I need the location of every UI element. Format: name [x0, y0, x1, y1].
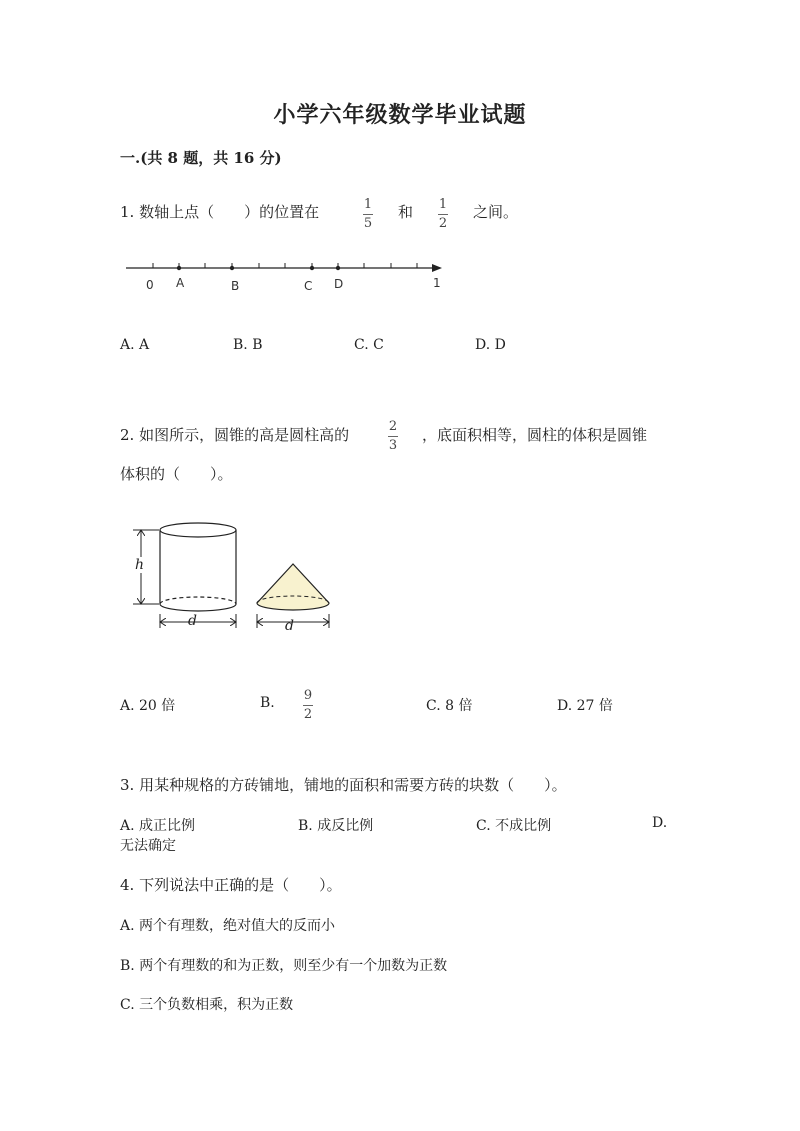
fraction-denominator: 3: [388, 438, 398, 453]
q1-option-d[interactable]: D. D: [475, 337, 506, 353]
question-4-text: 4. 下列说法中正确的是（ ）。: [120, 876, 342, 894]
q2-option-b[interactable]: B.: [260, 695, 275, 711]
fraction-denominator: 5: [363, 216, 373, 231]
fraction-numerator: 9: [303, 688, 313, 703]
q3-option-a[interactable]: A. 成正比例: [120, 818, 196, 834]
q3-option-d-text[interactable]: 无法确定: [120, 838, 176, 854]
label-one: 1: [433, 276, 441, 290]
cone-diameter-label: d: [285, 618, 294, 634]
number-line-arrow: [432, 264, 442, 272]
q2-option-c[interactable]: C. 8 倍: [426, 698, 473, 714]
question-2-fraction-two-thirds: [388, 420, 398, 453]
number-line-figure: [118, 258, 458, 298]
q1-option-c[interactable]: C. C: [354, 337, 384, 353]
fraction-numerator: 2: [388, 419, 398, 434]
q3-option-b[interactable]: B. 成反比例: [298, 818, 374, 834]
cone-shape: [257, 564, 329, 610]
fraction-denominator: 2: [303, 707, 313, 722]
label-zero: 0: [146, 278, 154, 292]
q2-option-d[interactable]: D. 27 倍: [557, 698, 613, 714]
fraction-numerator: 1: [363, 197, 373, 212]
cylinder-shape: [160, 523, 236, 611]
point-b: [230, 266, 234, 270]
label-c: C: [304, 279, 313, 293]
section-heading: 一.(共 8 题，共 16 分): [120, 149, 282, 167]
fraction-numerator: 1: [438, 197, 448, 212]
q3-option-c[interactable]: C. 不成比例: [476, 818, 552, 834]
question-1-text: 1. 数轴上点（ ）的位置在: [120, 203, 320, 221]
question-1-fraction-one-fifth: [363, 198, 373, 231]
q4-option-c[interactable]: C. 三个负数相乘，积为正数: [120, 997, 294, 1013]
q1-option-a[interactable]: A. A: [120, 337, 150, 353]
page-title: 小学六年级数学毕业试题: [273, 102, 527, 128]
label-b: B: [231, 279, 240, 293]
number-line-ticks: [153, 263, 417, 268]
question-1-text-end: 之间。: [473, 203, 519, 221]
point-d: [336, 266, 340, 270]
q1-option-b[interactable]: B. B: [233, 337, 263, 353]
height-label: h: [135, 557, 145, 573]
q4-option-a[interactable]: A. 两个有理数，绝对值大的反而小: [120, 918, 336, 934]
q3-option-d[interactable]: D.: [652, 815, 668, 831]
question-2-text-line2: 体积的（ ）。: [120, 465, 233, 483]
q4-option-b[interactable]: B. 两个有理数的和为正数，则至少有一个加数为正数: [120, 958, 448, 974]
fraction-denominator: 2: [438, 216, 448, 231]
question-3-text: 3. 用某种规格的方砖铺地，铺地的面积和需要方砖的块数（ ）。: [120, 776, 567, 794]
question-1-and: 和: [398, 203, 414, 221]
question-2-text: 2. 如图所示，圆锥的高是圆柱高的: [120, 426, 350, 444]
question-2-text-cont: ，底面积相等，圆柱的体积是圆锥: [422, 426, 648, 444]
label-d: D: [334, 277, 344, 291]
point-c: [310, 266, 314, 270]
q2-option-b-fraction: [303, 689, 313, 722]
label-a: A: [176, 276, 185, 290]
cylinder-diameter-label: d: [188, 613, 197, 629]
q2-option-a[interactable]: A. 20 倍: [120, 698, 176, 714]
cylinder-cone-figure: [125, 518, 340, 640]
point-a: [177, 266, 181, 270]
question-1-fraction-one-half: [438, 198, 448, 231]
